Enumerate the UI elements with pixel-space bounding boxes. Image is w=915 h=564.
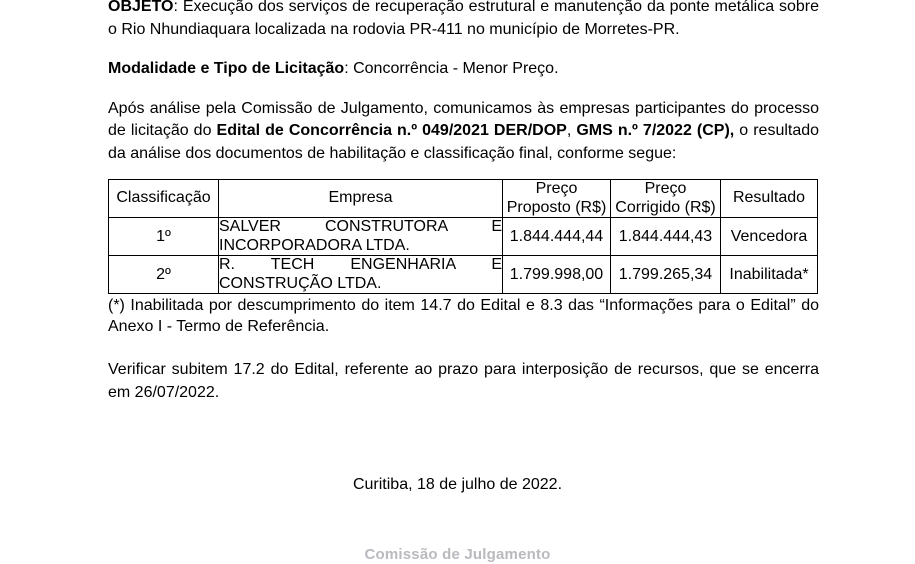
column-header-empresa	[219, 180, 503, 218]
cell-preco-proposto: 1.844.444,44	[503, 218, 611, 256]
empresa-line-2: CONSTRUÇÃO LTDA.	[219, 274, 382, 292]
intro-part-3: o resultado da análise dos documentos de habilitação e classificação final, conforme segue:	[108, 122, 820, 162]
empresa-line-2: INCORPORADORA LTDA.	[219, 236, 410, 254]
paragraph-objeto	[108, 0, 819, 41]
cell-empresa	[219, 256, 503, 294]
cell-preco-proposto: 1.799.998,00	[503, 256, 611, 294]
cell-preco-corrigido: 1.844.444,43	[611, 218, 721, 256]
paragraph-modalidade	[108, 58, 819, 81]
paragraph-resultado-intro	[108, 98, 819, 166]
header-line-1: Empresa	[328, 189, 393, 207]
intro-edital-bold: Edital de Concorrência n.º 049/2021 DER/DOP	[216, 122, 567, 139]
cell-classificacao: 1º	[109, 218, 219, 256]
paragraph-recursos: Verificar subitem 17.2 do Edital, referente ao prazo para interposição de recursos, que se encerra em 26/07/2022.	[108, 361, 819, 401]
cell-empresa	[219, 218, 503, 256]
cell-resultado: Vencedora	[721, 218, 818, 256]
intro-part-2: ,	[566, 122, 577, 139]
spacer	[108, 165, 819, 179]
empresa-line-1: R. TECH ENGENHARIA E	[219, 256, 502, 273]
objeto-separator: :	[173, 0, 183, 15]
intro-gms-bold: GMS n.º 7/2022 (CP),	[576, 122, 735, 139]
spacer	[108, 81, 819, 98]
cut-off-signature-line: Comissão de Julgamento	[364, 546, 551, 563]
objeto-text: Execução dos serviços de recuperação estrutural e manutenção da ponte metálica sobre o Rio Nhundiaquara localizada na rodovia PR-411 no município de Morretes-PR.	[108, 0, 820, 38]
modalidade-label: Modalidade e Tipo de Licitação	[108, 60, 345, 77]
table-header-row	[109, 180, 818, 218]
cell-preco-corrigido: 1.799.265,34	[611, 256, 721, 294]
document-body	[108, 0, 819, 404]
header-line-1: Classificação	[116, 189, 211, 207]
column-header-resultado	[721, 180, 818, 218]
spacer	[108, 337, 819, 359]
modalidade-text: Concorrência - Menor Preço.	[353, 60, 559, 77]
empresa-line-1: SALVER CONSTRUTORA E	[219, 218, 502, 235]
column-header-preco-corrigido	[611, 180, 721, 218]
table-row	[109, 218, 818, 256]
table-row	[109, 256, 818, 294]
header-line-2: Corrigido (R$)	[615, 198, 716, 216]
intro-part-1: Após análise pela Comissão de Julgamento, comunicamos às empresas participantes do processo de licitação do	[108, 99, 819, 139]
column-header-preco-proposto	[503, 180, 611, 218]
header-line-1: Preço	[535, 180, 578, 197]
header-line-2: Proposto (R$)	[506, 198, 607, 216]
cell-classificacao: 2º	[109, 256, 219, 294]
column-header-classificacao	[109, 180, 219, 218]
header-line-1: Preço	[644, 180, 687, 197]
cell-resultado: Inabilitada*	[721, 256, 818, 294]
header-line-1: Resultado	[732, 189, 806, 207]
objeto-label: OBJETO	[108, 0, 174, 15]
spacer	[108, 41, 819, 58]
place-and-date: Curitiba, 18 de julho de 2022.	[352, 476, 563, 493]
table-footnote: (*) Inabilitada por descumprimento do item 14.7 do Edital e 8.3 das “Informações para o Edital” do Anexo I - Termo de Referência.	[108, 297, 819, 335]
classification-table	[108, 179, 818, 294]
modalidade-separator: :	[344, 60, 354, 77]
